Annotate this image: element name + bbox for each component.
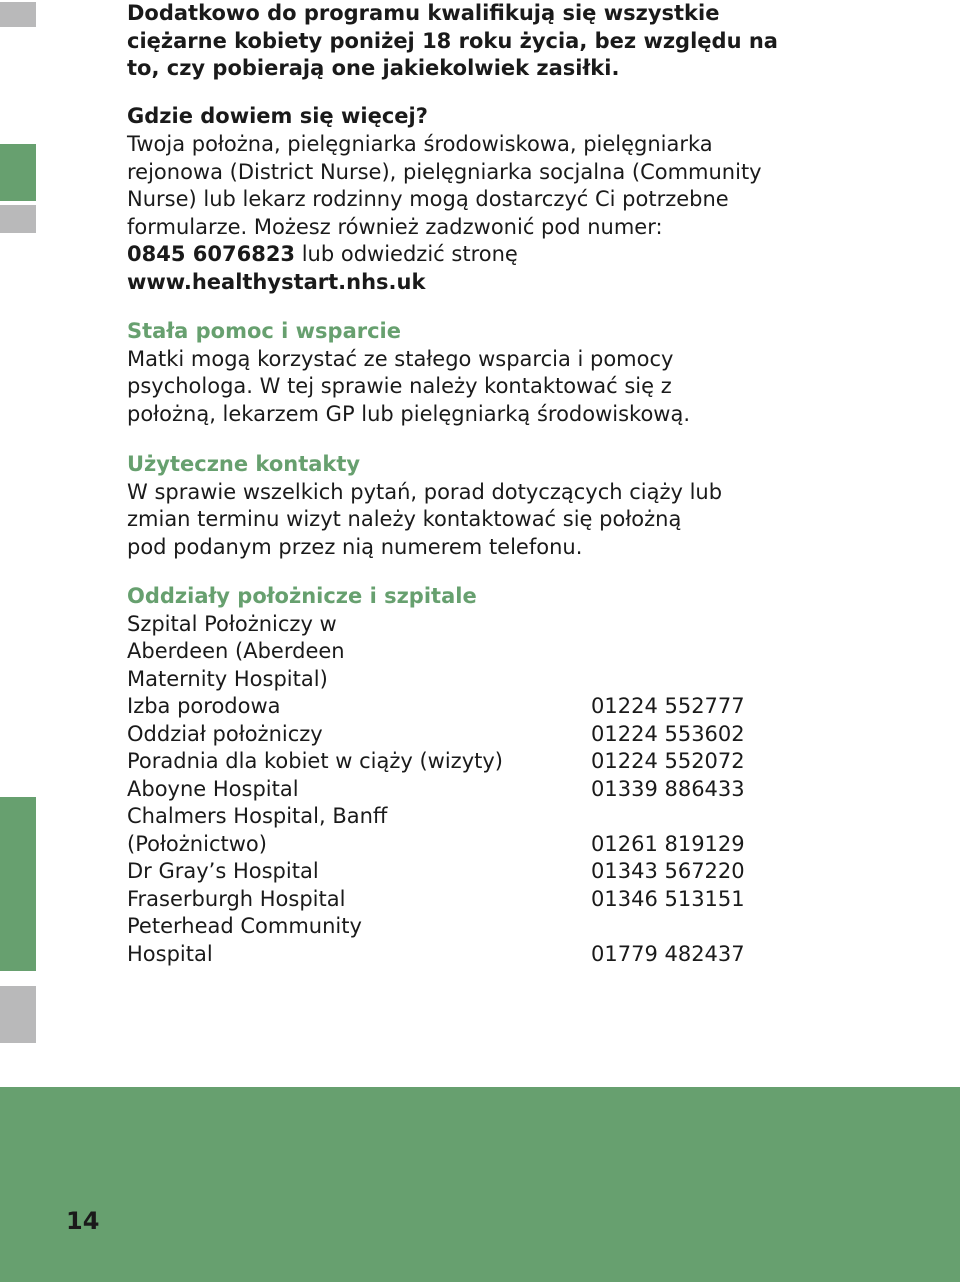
hospitals-heading: Oddziały położnicze i szpitale <box>127 584 477 608</box>
hospital-phone: 01224 553602 <box>591 721 745 746</box>
info-line: rejonowa (District Nurse), pielęgniarka socjalna (Community <box>127 159 762 184</box>
hospital-name: Hospital <box>127 941 213 966</box>
hospital-name: Dr Gray’s Hospital <box>127 859 319 883</box>
page-number: 14 <box>66 1207 100 1235</box>
hospital-name: Maternity Hospital) <box>127 666 328 691</box>
hospital-phone: 01343 567220 <box>591 859 745 883</box>
phone-number: 0845 6076823 <box>127 242 296 266</box>
website-link[interactable]: www.healthystart.nhs.uk <box>127 269 426 294</box>
contacts-line: pod podanym przez nią numerem telefonu. <box>127 534 583 559</box>
footer-band <box>0 1087 960 1282</box>
hospital-name: Aberdeen (Aberdeen <box>127 639 345 663</box>
hospitals-section <box>127 583 807 973</box>
info-line <box>127 241 807 269</box>
hospital-name: Poradnia dla kobiet w ciąży (wizyty) <box>127 749 503 773</box>
intro-paragraph <box>127 0 778 83</box>
info-line: Twoja położna, pielęgniarka środowiskowa, pielęgniarka <box>127 132 713 156</box>
intro-line: Dodatkowo do programu kwalifikują się wszystkie <box>127 1 720 25</box>
side-tab-gray-3 <box>0 986 36 1043</box>
hospital-name: Aboyne Hospital <box>127 776 299 801</box>
side-tab-gray-1 <box>0 2 36 27</box>
support-line: Matki mogą korzystać ze stałego wsparcia i pomocy <box>127 346 674 371</box>
hospital-phone: 01346 513151 <box>591 886 745 911</box>
hospital-name: Oddział położniczy <box>127 721 323 746</box>
intro-line: to, czy pobierają one jakiekolwiek zasiłki. <box>127 56 620 80</box>
intro-line: ciężarne kobiety poniżej 18 roku życia, bez względu na <box>127 28 778 53</box>
support-line: położną, lekarzem GP lub pielęgniarką środowiskową. <box>127 401 691 426</box>
side-tab-gray-2 <box>0 205 36 233</box>
side-tab-green-2 <box>0 797 36 971</box>
hospital-name: Fraserburgh Hospital <box>127 886 346 911</box>
info-text: lub odwiedzić stronę <box>295 242 518 266</box>
contacts-heading: Użyteczne kontakty <box>127 452 361 476</box>
hospital-phone: 01339 886433 <box>591 776 745 801</box>
support-section <box>127 318 807 428</box>
hospital-phone: 01779 482437 <box>591 941 745 966</box>
contacts-line: W sprawie wszelkich pytań, porad dotyczących ciąży lub <box>127 479 723 504</box>
hospital-name: Izba porodowa <box>127 694 281 718</box>
contacts-line: zmian terminu wizyt należy kontaktować się położną <box>127 507 682 531</box>
hospital-phone: 01224 552777 <box>591 694 745 718</box>
side-tab-green-1 <box>0 144 36 201</box>
hospital-name: (Położnictwo) <box>127 831 267 856</box>
hospital-name: Chalmers Hospital, Banff <box>127 804 388 828</box>
hospital-name: Szpital Położniczy w <box>127 611 337 636</box>
contacts-section <box>127 451 807 561</box>
hospital-name: Peterhead Community <box>127 914 362 938</box>
hospital-phone: 01261 819129 <box>591 831 745 856</box>
support-heading: Stała pomoc i wsparcie <box>127 319 401 343</box>
support-line: psychologa. W tej sprawie należy kontaktować się z <box>127 374 672 398</box>
info-title: Gdzie dowiem się więcej? <box>127 104 428 128</box>
info-line: formularze. Możesz również zadzwonić pod numer: <box>127 214 663 239</box>
hospital-phone: 01224 552072 <box>591 749 745 773</box>
info-paragraph <box>127 131 807 296</box>
info-line: Nurse) lub lekarz rodzinny mogą dostarczyć Ci potrzebne <box>127 187 729 211</box>
